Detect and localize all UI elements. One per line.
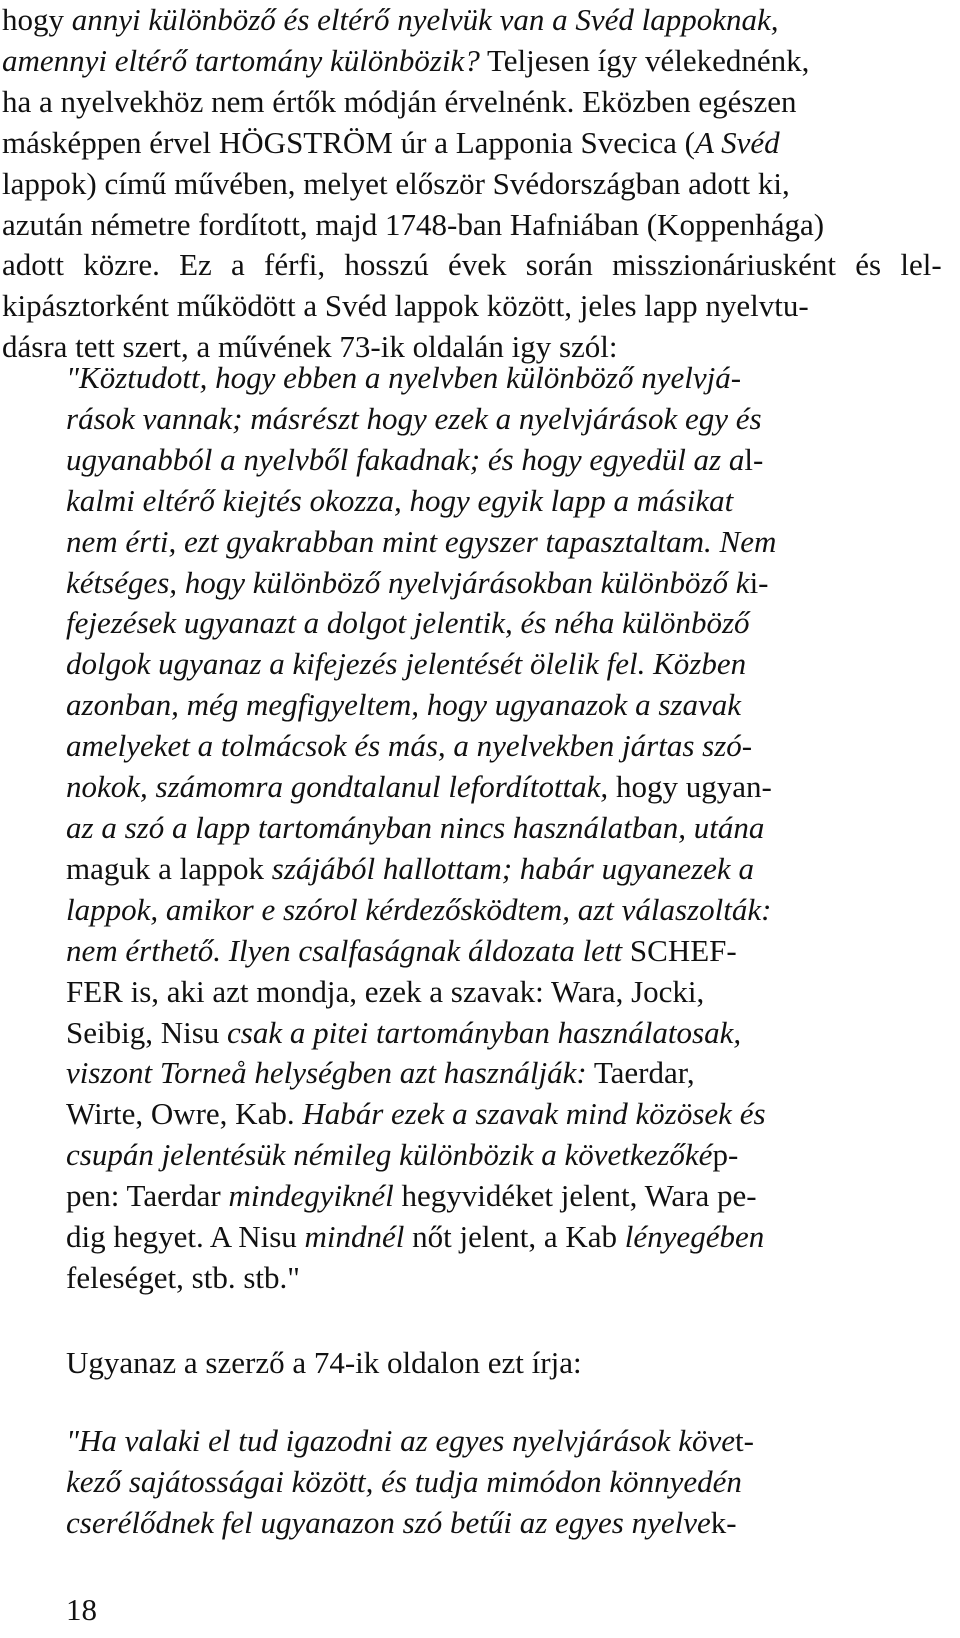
text-line: nem érti, ezt gyakrabban mint egyszer tapasztaltam. Nem [66,523,777,559]
text-line: amelyeket a tolmácsok és más, a nyelvekben jártas szó- [66,728,753,764]
body-paragraph [2,0,942,368]
text-line: "Köztudott, hogy ebben a nyelvben különböző nyelvjá- [66,360,742,395]
text-line: viszont Torneå helységben azt használják: Taerdar, [66,1055,695,1091]
text-line: hogy annyi különböző és eltérő nyelvük van a Svéd lappoknak, [2,2,779,37]
text-line: cserélődnek fel ugyanazon szó betűi az egyes nyelvek- [66,1505,737,1540]
text-line: ha a nyelvekhöz nem értők módján érvelnénk. Eközben egészen [2,83,797,119]
text-line: FER is, aki azt mondja, ezek a szavak: Wara, Jocki, [66,973,705,1009]
quote-block-74 [66,1420,942,1543]
text-line: kipásztorként működött a Svéd lappok között, jeles lapp nyelvtu- [2,288,809,324]
text-line: lappok) című művében, melyet először Svédországban adott ki, [2,165,790,201]
text-line: nokok, számomra gondtalanul lefordítottak, hogy ugyan- [66,769,772,805]
text-line: kező sajátosságai között, és tudja mimódon könnyedén [66,1464,742,1499]
text-line: azonban, még megfigyeltem, hogy ugyanazok a szavak [66,687,741,723]
text-line: pen: Taerdar mindegyiknél hegyvidéket jelent, Wara pe- [66,1178,757,1214]
text-line: adott közre. Ez a férfi, hosszú évek során misszionáriusként és lel- [2,247,942,283]
text-line: kalmi eltérő kiejtés okozza, hogy egyik lapp a másikat [66,482,734,518]
text-line: rások vannak; másrészt hogy ezek a nyelvjárások egy és [66,400,762,436]
text-line: az a szó a lapp tartományban nincs használatban, utána [66,809,765,845]
text-line: Wirte, Owre, Kab. Habár ezek a szavak mind közösek és [66,1096,766,1132]
intro-line-74: Ugyanaz a szerző a 74-ik oldalon ezt írja: [66,1345,582,1380]
quote-block-73 [66,358,942,1299]
text-line: nem érthető. Ilyen csalfaságnak áldozata lett SCHEF- [66,932,737,968]
text-line: dolgok ugyanaz a kifejezés jelentését ölelik fel. Közben [66,646,747,682]
text-line: lappok, amikor e szórol kérdezősködtem, azt válaszolták: [66,891,772,927]
page-number: 18 [66,1592,97,1627]
text-line: kétséges, hogy különböző nyelvjárásokban különböző ki- [66,564,769,600]
text-line: maguk a lappok szájából hallottam; habár ugyanezek a [66,850,754,886]
text-line: másképpen érvel HÖGSTRÖM úr a Lapponia Svecica (A Svéd [2,124,780,160]
text-line: Seibig, Nisu csak a pitei tartományban használatosak, [66,1014,742,1050]
text-line: amennyi eltérő tartomány különbözik? Teljesen így vélekednénk, [2,42,810,78]
text-line: dig hegyet. A Nisu mindnél nőt jelent, a Kab lényegében [66,1219,765,1255]
text-line: fejezések ugyanazt a dolgot jelentik, és néha különböző [66,605,750,641]
text-line: azután németre fordított, majd 1748-ban Hafniában (Koppenhága) [2,206,825,242]
text-line: ugyanabból a nyelvből fakadnak; és hogy egyedül az al- [66,441,764,477]
text-line: dásra tett szert, a művének 73-ik oldalán igy szól: [2,329,618,365]
text-line: feleséget, stb. stb." [66,1259,300,1295]
text-line: "Ha valaki el tud igazodni az egyes nyelvjárások követ- [66,1423,754,1458]
text-line: csupán jelentésük némileg különbözik a következőkép- [66,1137,739,1173]
